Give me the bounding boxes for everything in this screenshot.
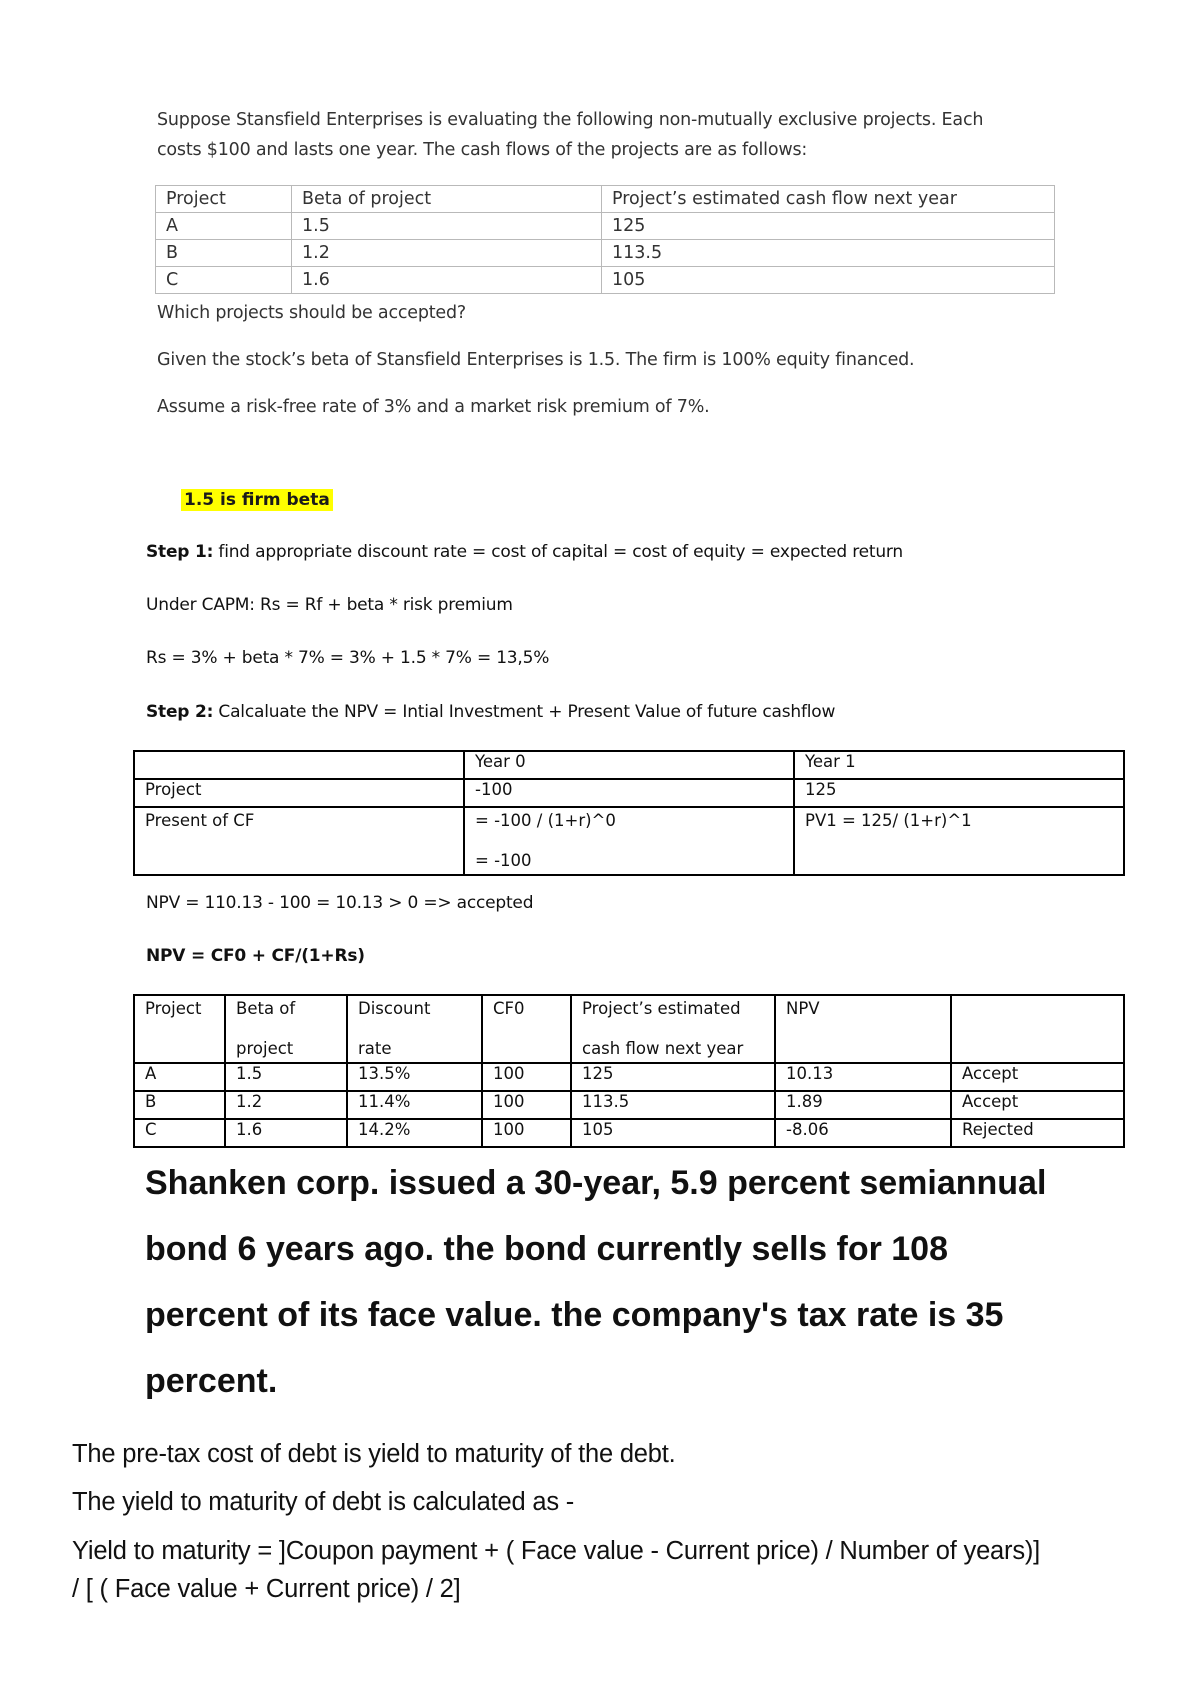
- table-cell: A: [156, 213, 292, 240]
- table-cell: 125: [794, 779, 1124, 807]
- table-row: [134, 1091, 1124, 1119]
- row-label: Present of CF: [145, 811, 255, 830]
- year1-formula: PV1 = 125/ (1+r)^1: [805, 811, 972, 830]
- table-cell: 14.2%: [347, 1119, 482, 1147]
- bond-question-line-2: bond 6 years ago. the bond currently sells for 108: [145, 1230, 949, 1268]
- table-cell: 100: [482, 1119, 571, 1147]
- highlight-note: [181, 490, 333, 510]
- header-cell: [134, 995, 225, 1063]
- table-row: [134, 807, 1124, 875]
- table-row: [156, 267, 1055, 294]
- table-cell: C: [156, 267, 292, 294]
- table-cell: 1.5: [225, 1063, 347, 1091]
- npv-formula-line: NPV = CF0 + CF/(1+Rs): [146, 946, 365, 966]
- answer-line-3: Yield to maturity = ]Coupon payment + ( Face value - Current price) / Number of years)]: [72, 1537, 1041, 1565]
- table-header-row: [134, 751, 1124, 779]
- table-cell: 105: [571, 1119, 775, 1147]
- header-cell: Beta of project: [292, 186, 602, 213]
- header-cell: [482, 995, 571, 1063]
- table-cell: 1.2: [225, 1091, 347, 1119]
- year0-formula: = -100 / (1+r)^0: [475, 811, 616, 830]
- table-row: [134, 1119, 1124, 1147]
- step-1-label: Step 1:: [146, 542, 214, 562]
- table-cell: 1.6: [292, 267, 602, 294]
- given-line-2: Assume a risk-free rate of 3% and a market risk premium of 7%.: [157, 397, 710, 417]
- table-cell: Accept: [951, 1091, 1124, 1119]
- answer-line-1: The pre-tax cost of debt is yield to maturity of the debt.: [72, 1440, 676, 1468]
- header-text: Project’s estimated: [582, 999, 741, 1018]
- table-cell: 1.6: [225, 1119, 347, 1147]
- table-cell: [464, 807, 794, 875]
- header-cell: [571, 995, 775, 1063]
- table-cell: Rejected: [951, 1119, 1124, 1147]
- table-cell: 125: [602, 213, 1055, 240]
- table-row: [156, 213, 1055, 240]
- header-cell: [347, 995, 482, 1063]
- header-text: cash flow next year: [582, 1039, 744, 1058]
- step-2-text: Calcaluate the NPV = Intial Investment + Present Value of future cashflow: [213, 702, 836, 722]
- header-cell: [225, 995, 347, 1063]
- step-1-line: [146, 542, 903, 562]
- capm-line: Under CAPM: Rs = Rf + beta * risk premium: [146, 595, 513, 615]
- highlighted-text: 1.5 is firm beta: [181, 489, 333, 511]
- table-cell: B: [134, 1091, 225, 1119]
- table-cell: A: [134, 1063, 225, 1091]
- header-cell: [775, 995, 951, 1063]
- table-cell: 1.89: [775, 1091, 951, 1119]
- header-text: CF0: [493, 999, 525, 1018]
- header-text: project: [236, 1039, 294, 1058]
- given-line-1: Given the stock’s beta of Stansfield Enterprises is 1.5. The firm is 100% equity financed.: [157, 350, 915, 370]
- table-row: [134, 1063, 1124, 1091]
- intro-line-1: Suppose Stansfield Enterprises is evaluating the following non-mutually exclusive projects. Each: [157, 110, 984, 130]
- header-text: Beta of: [236, 999, 296, 1018]
- table-cell: 10.13: [775, 1063, 951, 1091]
- bond-question-line-4: percent.: [145, 1362, 278, 1400]
- table-cell: B: [156, 240, 292, 267]
- table-cell: 13.5%: [347, 1063, 482, 1091]
- table-cell: Accept: [951, 1063, 1124, 1091]
- answer-line-2: The yield to maturity of debt is calculated as -: [72, 1488, 575, 1516]
- year0-result: = -100: [475, 851, 532, 870]
- npv-result-line: NPV = 110.13 - 100 = 10.13 > 0 => accepted: [146, 893, 534, 913]
- table-row: [156, 240, 1055, 267]
- table-cell: -8.06: [775, 1119, 951, 1147]
- header-cell: [134, 751, 464, 779]
- header-text: NPV: [786, 999, 820, 1018]
- answer-line-4: / [ ( Face value + Current price) / 2]: [72, 1575, 461, 1603]
- table-cell: 113.5: [602, 240, 1055, 267]
- table-cell: 125: [571, 1063, 775, 1091]
- table-header-row: [156, 186, 1055, 213]
- question-text: Which projects should be accepted?: [157, 303, 466, 323]
- present-value-table: [133, 750, 1125, 876]
- table-cell: 105: [602, 267, 1055, 294]
- header-text: Project: [145, 999, 202, 1018]
- table-cell: 100: [482, 1063, 571, 1091]
- step-2-label: Step 2:: [146, 702, 214, 722]
- table-cell: 11.4%: [347, 1091, 482, 1119]
- header-cell: Year 0: [464, 751, 794, 779]
- step-1-text: find appropriate discount rate = cost of capital = cost of equity = expected return: [213, 542, 903, 562]
- bond-question-line-1: Shanken corp. issued a 30-year, 5.9 percent semiannual: [145, 1164, 1047, 1202]
- header-cell: [951, 995, 1124, 1063]
- table-cell: [794, 807, 1124, 875]
- table-cell: 1.5: [292, 213, 602, 240]
- table-cell: Project: [134, 779, 464, 807]
- table-cell: 113.5: [571, 1091, 775, 1119]
- table-header-row: [134, 995, 1124, 1063]
- table-cell: -100: [464, 779, 794, 807]
- projects-table: [155, 185, 1055, 294]
- header-text: Discount: [358, 999, 431, 1018]
- npv-table: [133, 994, 1125, 1148]
- step-2-line: [146, 702, 835, 722]
- header-cell: Year 1: [794, 751, 1124, 779]
- bond-question-line-3: percent of its face value. the company's tax rate is 35: [145, 1296, 1004, 1334]
- header-text: rate: [358, 1039, 392, 1058]
- table-row: [134, 779, 1124, 807]
- intro-line-2: costs $100 and lasts one year. The cash flows of the projects are as follows:: [157, 140, 808, 160]
- table-cell: [134, 807, 464, 875]
- table-cell: C: [134, 1119, 225, 1147]
- table-cell: 1.2: [292, 240, 602, 267]
- header-cell: Project: [156, 186, 292, 213]
- header-cell: Project’s estimated cash flow next year: [602, 186, 1055, 213]
- rs-line: Rs = 3% + beta * 7% = 3% + 1.5 * 7% = 13,5%: [146, 648, 550, 668]
- table-cell: 100: [482, 1091, 571, 1119]
